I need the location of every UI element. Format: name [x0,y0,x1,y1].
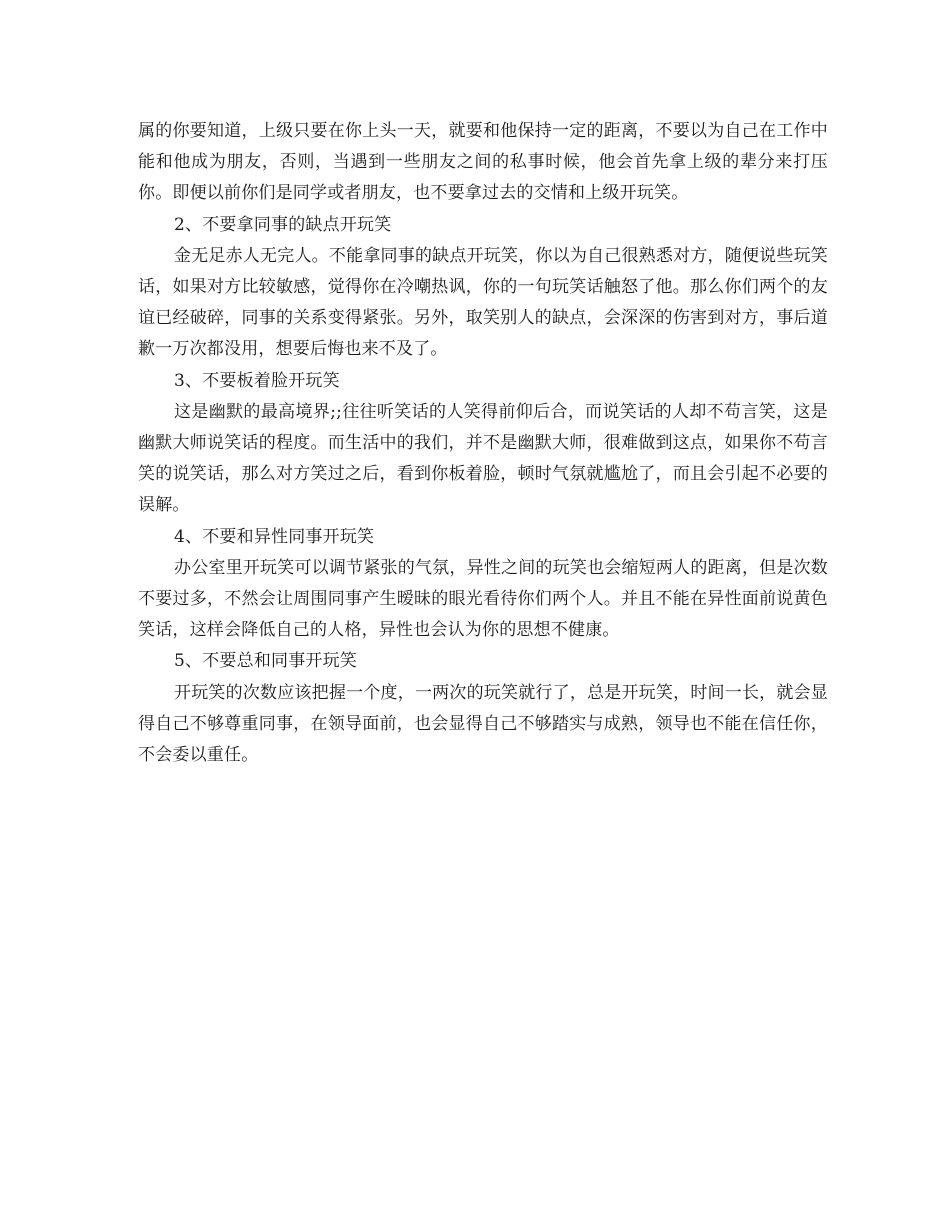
section-heading-4: 4、不要和异性同事开玩笑 [174,526,375,547]
paragraph-section-3: 这是幽默的最高境界;;往往听笑话的人笑得前仰后合，而说笑话的人却不苟言笑，这是幽默大师说笑话的程度。而生活中的我们，并不是幽默大师，很难做到这点，如果你不苟言笑的说笑话，那么对方笑过之后，看到你板着脸，顿时气氛就尴尬了，而且会引起不必要的误解。 [138,401,828,516]
section-heading-2: 2、不要拿同事的缺点开玩笑 [174,214,392,235]
paragraph-section-4: 办公室里开玩笑可以调节紧张的气氛，异性之间的玩笑也会缩短两人的距离，但是次数不要过多，不然会让周围同事产生暧昧的眼光看待你们两个人。并且不能在异性面前说黄色笑话，这样会降低自己的人格，异性也会认为你的思想不健康。 [138,557,828,641]
section-heading-5: 5、不要总和同事开玩笑 [174,651,358,672]
document-page [138,116,828,771]
paragraph-section-5: 开玩笑的次数应该把握一个度，一两次的玩笑就行了，总是开玩笑，时间一长，就会显得自己不够尊重同事，在领导面前，也会显得自己不够踏实与成熟，领导也不能在信任你，不会委以重任。 [138,682,828,766]
section-heading-3: 3、不要板着脸开玩笑 [174,370,340,391]
paragraph-section-2: 金无足赤人无完人。不能拿同事的缺点开玩笑，你以为自己很熟悉对方，随便说些玩笑话，如果对方比较敏感，觉得你在冷嘲热讽，你的一句玩笑话触怒了他。那么你们两个的友谊已经破碎，同事的关系变得紧张。另外，取笑别人的缺点，会深深的伤害到对方，事后道歉一万次都没用，想要后悔也来不及了。 [138,245,828,360]
paragraph-continued-intro: 属的你要知道，上级只要在你上头一天，就要和他保持一定的距离，不要以为自己在工作中能和他成为朋友，否则，当遇到一些朋友之间的私事时候，他会首先拿上级的辈分来打压你。即便以前你们是同学或者朋友，也不要拿过去的交情和上级开玩笑。 [138,121,828,204]
